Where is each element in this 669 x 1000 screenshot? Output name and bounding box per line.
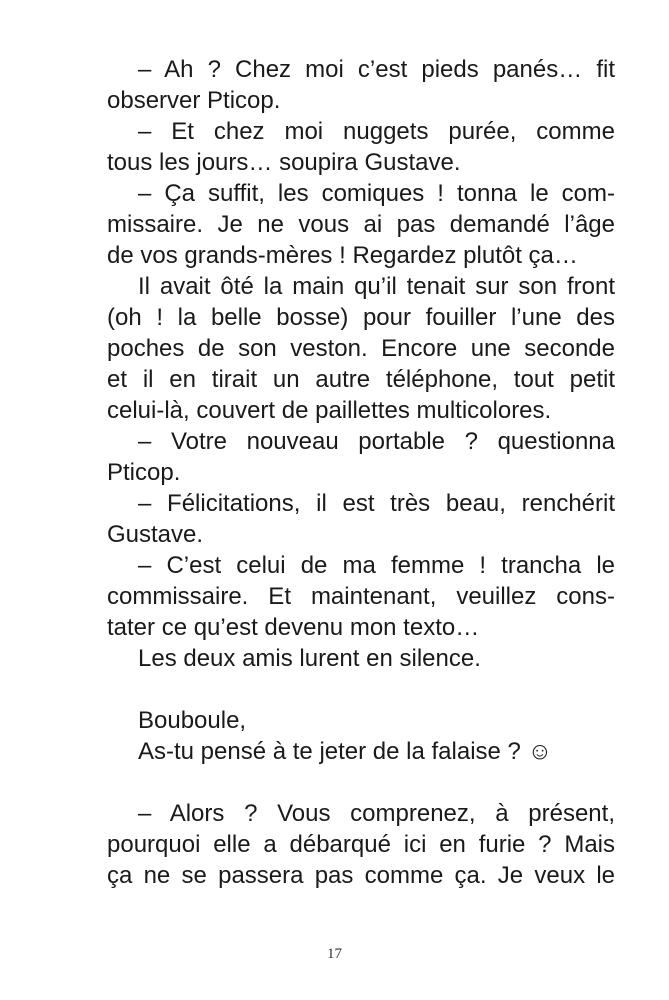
- text-line: Gustave.: [107, 521, 204, 548]
- blank-line: [107, 767, 615, 798]
- text-line: Pticop.: [107, 459, 181, 486]
- page-number: 17: [327, 946, 342, 962]
- text-line: missaire. Je ne vous ai pas demandé l’âge: [107, 211, 615, 238]
- text-line: observer Pticop.: [107, 87, 281, 114]
- text-line: et il en tirait un autre téléphone, tout petit: [107, 366, 615, 393]
- text-line: Il avait ôté la main qu’il tenait sur son front: [138, 273, 615, 300]
- blank-line: [107, 674, 615, 705]
- body-text: [107, 54, 615, 891]
- text-line: tater ce qu’est devenu mon texto…: [107, 614, 480, 641]
- text-line: pourquoi elle a débarqué ici en furie ? Mais: [107, 831, 615, 858]
- text-line: – Votre nouveau portable ? questionna: [138, 428, 615, 455]
- text-line: tous les jours… soupira Gustave.: [107, 149, 461, 176]
- text-line: – C’est celui de ma femme ! trancha le: [138, 552, 615, 579]
- text-line: – Ça suffit, les comiques ! tonna le com-: [138, 180, 615, 207]
- text-line: celui-là, couvert de paillettes multicolores.: [107, 397, 552, 424]
- sms-message: As-tu pensé à te jeter de la falaise ? ☺: [138, 738, 553, 765]
- sms-greeting: Bouboule,: [138, 707, 247, 734]
- text-line: de vos grands-mères ! Regardez plutôt ça…: [107, 242, 578, 269]
- text-line: (oh ! la belle bosse) pour fouiller l’une des: [107, 304, 615, 331]
- text-line: poches de son veston. Encore une seconde: [107, 335, 615, 362]
- text-line: – Félicitations, il est très beau, renchérit: [138, 490, 615, 517]
- text-line: – Alors ? Vous comprenez, à présent,: [138, 800, 615, 827]
- text-line: Les deux amis lurent en silence.: [138, 645, 481, 672]
- text-line: – Et chez moi nuggets purée, comme: [138, 118, 615, 145]
- text-line: commissaire. Et maintenant, veuillez cons-: [107, 583, 615, 610]
- text-line: ça ne se passera pas comme ça. Je veux le: [107, 862, 615, 889]
- text-line: – Ah ? Chez moi c’est pieds panés… fit: [138, 56, 615, 83]
